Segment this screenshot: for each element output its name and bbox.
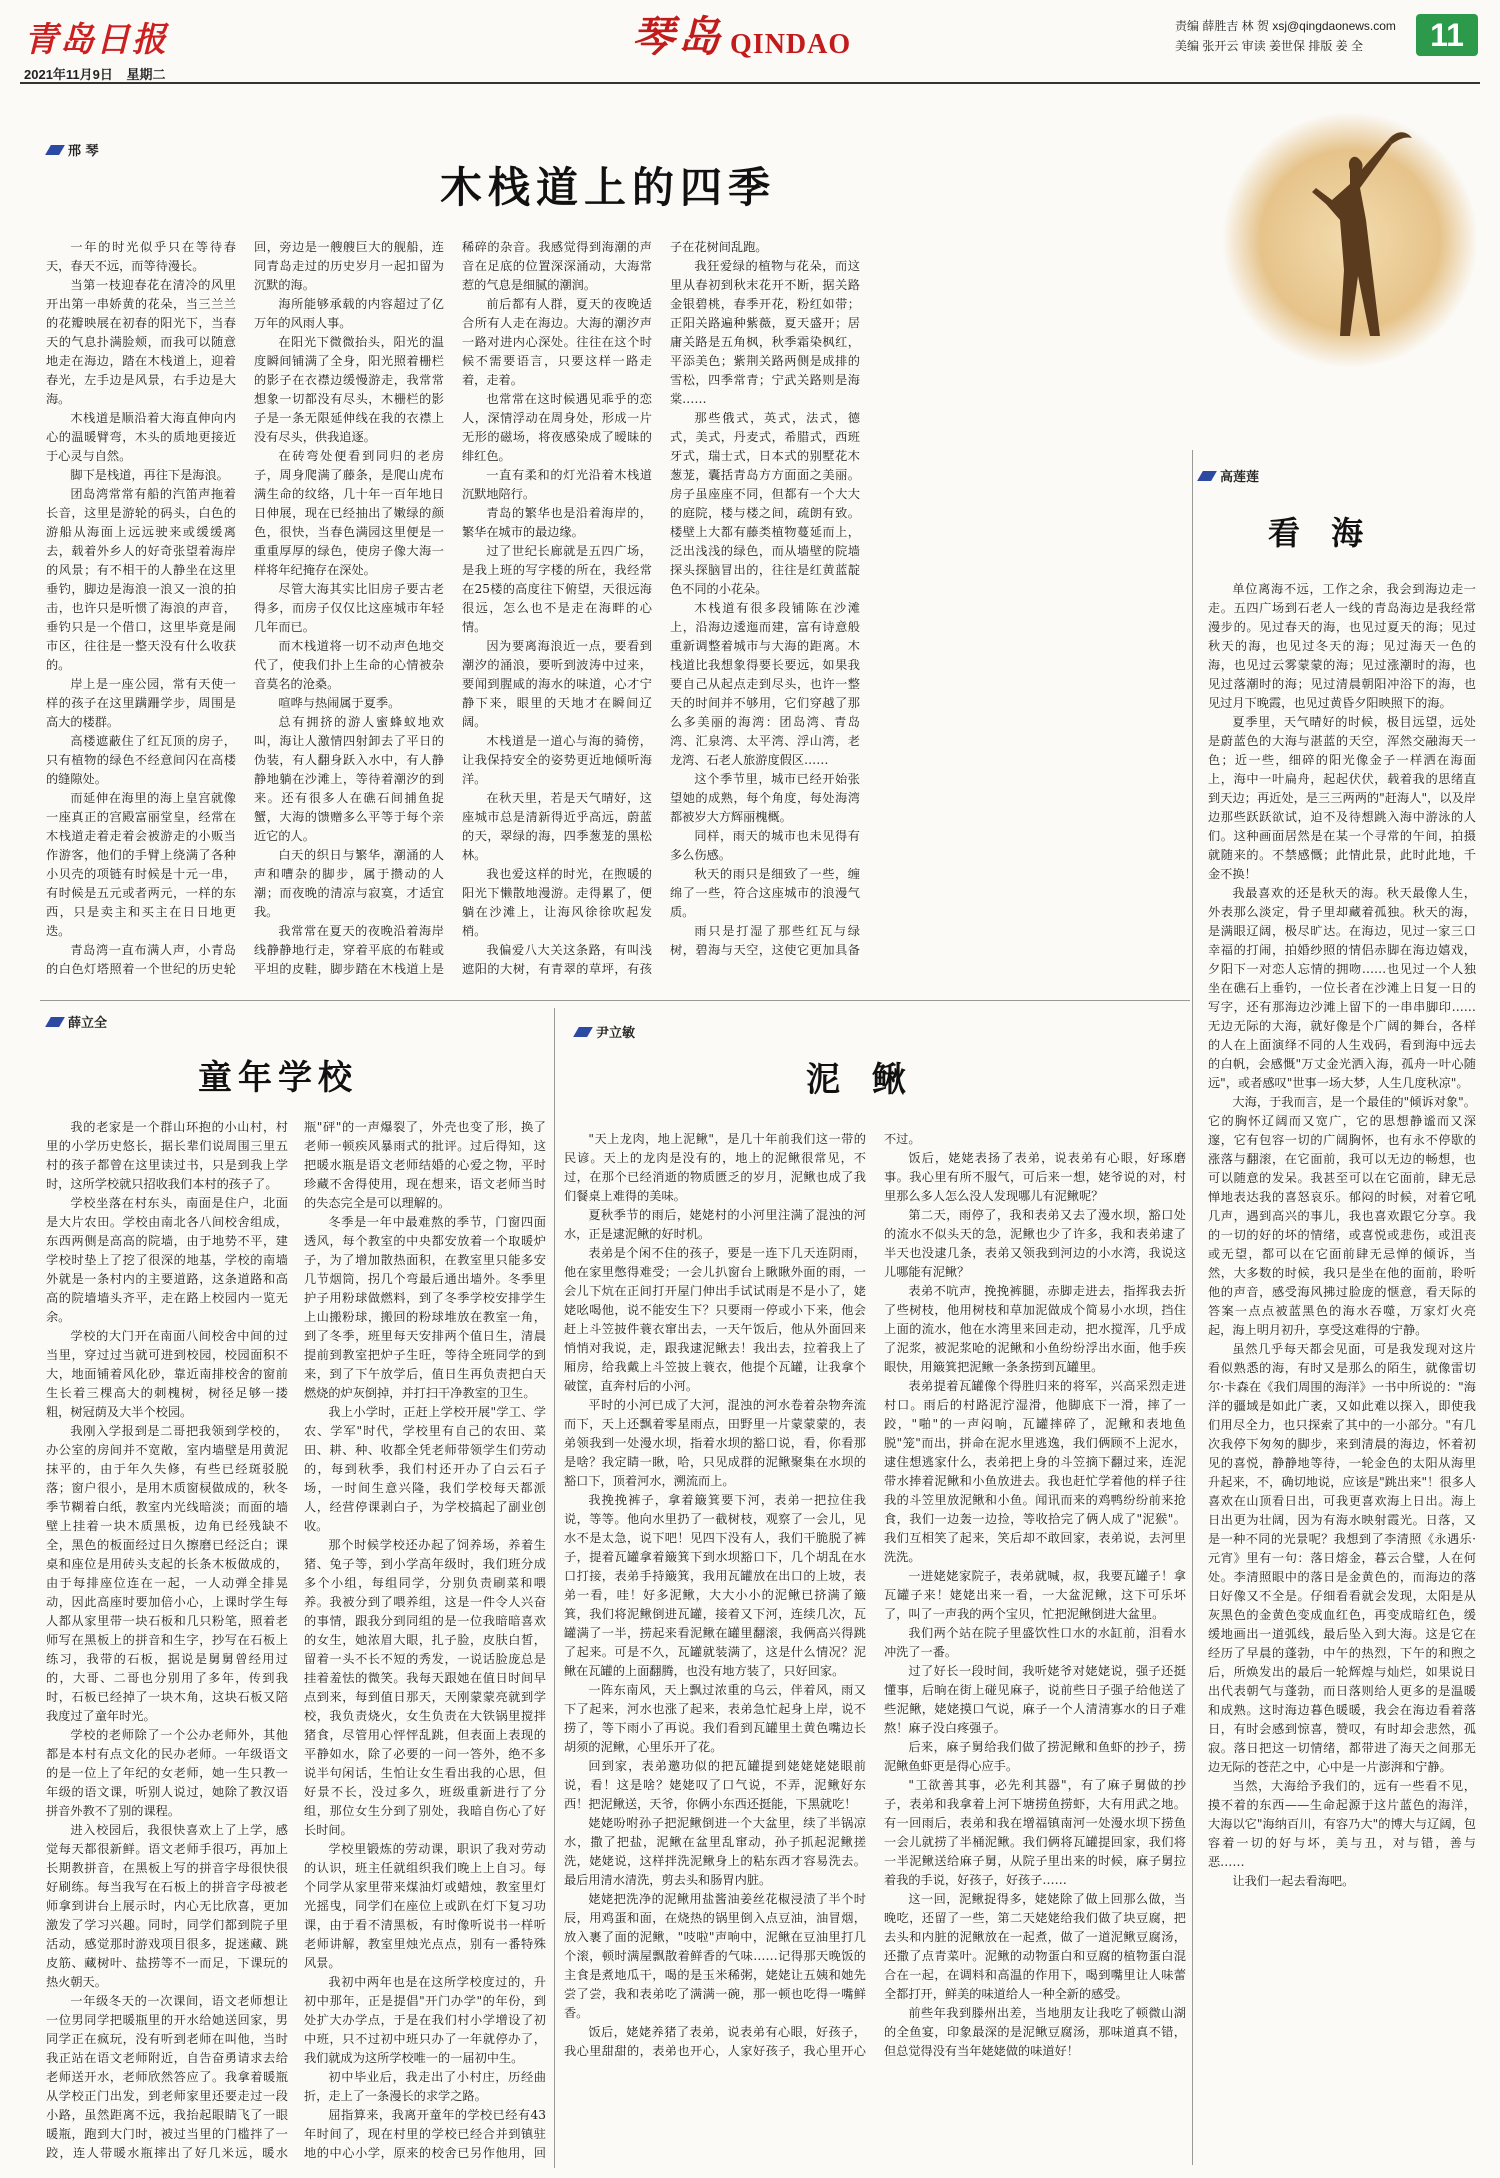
vertical-divider [1192, 450, 1193, 2165]
a3-paragraph: 平时的小河已成了大河，混浊的河水卷着杂物奔流而下，天上还飘着零星雨点，田野里一片蒙蒙蒙的，表弟领我到一处漫水坝，指着水坝的豁口说，看，你看那是啥？我定睛一瞅，哈，只见成群的泥鳅聚集在水坝的豁口下，顶着河水，溯流而上。 [564, 1398, 866, 1488]
a2-paragraph: 学校坐落在村东头，南面是住户，北面是大片农田。学校由南北各八间校舍组成，东西两侧是高高的院墙，由于地势不平，建学校时垫上了挖了很深的地基，学校的南墙外就是一条村内的主要道路，这条道路和高高的院墙墙头齐平，走在路上校园内一览无余。 [46, 1196, 288, 1324]
a2-paragraph: 我上小学时，正赶上学校开展"学工、学农、学军"时代，学校里有自己的农田、菜田、耕、种、收都全凭老师带领学生们劳动的，每到秋季，我们村还开办了白云石子场，一时间生意兴隆，我们学校每天都派人，经营停课剥白子，为学校搞起了副业创收。 [304, 1405, 546, 1533]
a1-paragraph: 木栈道有很多段铺陈在沙滩上，沿海边逶迤而建，富有诗意般重新调整着城市与大海的距离。木栈道比我想象得要长要远，如果我要自己从起点走到尽头，也许一整天的时间并不够用，它们穿越了那么多美丽的海湾：团岛湾、青岛湾、汇泉湾、太平湾、浮山湾，老龙湾、石老人旅游度假区…… [670, 601, 860, 767]
page-number-badge [1416, 14, 1478, 56]
a3-paragraph: 我挽挽裤子，拿着簸箕要下河，表弟一把拉住我说，等等。他向水里扔了一截树枝，观察了一会儿，见水不是太急，说下吧！见四下没有人，我们干脆脱了裤子，提着瓦罐拿着簸箕下到水坝豁口下，几个胡乱在水口打接，表弟手持簸箕，我用瓦罐放在出口的上坡，表弟一看，哇！好多泥鳅，大大小小的泥鳅已挤满了簸箕，我们将泥鳅倒进瓦罐，接着又下河，连续几次，瓦罐满了一半，捞起来看泥鳅在罐里翻滚，我俩高兴得跳了起来。可是不久，瓦罐就装满了，这是什么情况？泥鳅在瓦罐的上面翻腾，也没有地方装了，只好回家。 [564, 1493, 866, 1678]
a3-paragraph: 一阵东南风，天上飘过浓重的乌云，伴着风，雨又下了起来，河水也涨了起来，表弟急忙起身上岸，说不捞了，等下雨小了再说。我们看到瓦罐里土黄色嘴边长胡须的泥鳅，心里乐开了花。 [564, 1683, 866, 1754]
a1-paragraph: 同样，雨天的城市也未见得有多么伤感。 [670, 829, 860, 862]
a1-paragraph: 高楼遮蔽住了红瓦顶的房子，只有植物的绿色不经意间闪在高楼的缝隙处。 [46, 734, 236, 786]
issue-weekday: 星期二 [126, 67, 166, 82]
article-4-author: 高莲莲 [1220, 470, 1260, 485]
a1-paragraph: 总有拥挤的游人蜜蜂蚁地欢叫，海让人激情四射卸去了平日的伪装，有人翻身跃入水中，有人静静地躺在沙滩上，等待着潮汐的到来。还有很多人在礁石间捕鱼捉蟹，大海的馈赠多么平等于每个亲近它的人。 [254, 715, 444, 843]
a2-paragraph: 屈指算来，我离开童年的学校已经有43年时间了，现在村里的学校已经合并到镇驻地的中心小学，原来的校舍已另作他用，回 [304, 2108, 546, 2160]
a1-paragraph: 过了世纪长廊就是五四广场，是我上班的写字楼的所在，我经常在25楼的高度往下俯望，天很远海很远，怎么也不是走在海畔的心情。 [462, 544, 652, 634]
a1-paragraph: 在砖弯处便看到同归的老房子，周身爬满了藤条，是爬山虎布满生命的纹络，几十年一百年地日日伸展，现在已经抽出了嫩绿的颜色，很快，当春色满园这里便是一重重厚厚的绿色，使房子像大海一样将年纪掩存在深处。 [254, 449, 444, 577]
a2-paragraph: 我的老家是一个群山环抱的小山村，村里的小学历史悠长，据长辈们说周围三里五村的孩子都曾在这里读过书，只是到我上学时，这所学校就只招收我们本村的孩子了。 [46, 1120, 288, 1191]
a1-paragraph: 尽管大海其实比旧房子要古老得多，而房子仅仅比这座城市年轻几年而已。 [254, 582, 444, 634]
article-illustration [1200, 100, 1480, 380]
section-logo [632, 10, 851, 64]
article-4-title: 看 海 [1268, 514, 1374, 552]
page-number: 11 [1430, 16, 1464, 53]
article-1-body [46, 238, 860, 988]
a1-paragraph: 脚下是栈道，再往下是海浪。 [70, 468, 229, 482]
a4-paragraph: 让我们一起去看海吧。 [1232, 1874, 1355, 1888]
a3-paragraph: "工欲善其事，必先利其器"，有了麻子舅做的抄子，表弟和我拿着上河下塘捞鱼捞虾，大有用武之地。有一回雨后，表弟和我在增福镇南河一处漫水坝下捞鱼一会儿就捞了半桶泥鳅。我们俩将瓦罐提回家，我们将一半泥鳅送给麻子舅，从院子里出来的时候，麻子舅拉着我的手说，好孩子，好孩子…… [884, 1778, 1186, 1887]
a3-paragraph: 饭后，姥姥养猪了表弟，说表弟有心眼，好孩子，我心里甜甜的，表弟也开心，人家好孩子，我心里开心不过。 [564, 1132, 921, 2058]
article-2-body [46, 1118, 546, 2163]
a4-paragraph: 我最喜欢的还是秋天的海。秋天最像人生，外表那么淡定，骨子里却藏着孤独。秋天的海，是满眼辽阔，极尽旷达。在海边，见过一家三口幸福的打闹，拍婚纱照的情侣赤脚在海边嬉戏，夕阳下一对恋人忘情的拥吻……也见过一个人独坐在礁石上垂钓，一位长者在沙滩上日复一日的写字，还有那海边沙滩上留下的一串串脚印……无边无际的大海，就好像是个广阔的舞台，各样的人在上面演绎不同的人生戏码，看到海中远去的白帆，会感慨"万丈金光洒入海，孤舟一叶心随远"，或者感叹"世事一场大梦，人生几度秋凉"。 [1208, 886, 1476, 1090]
a2-paragraph: 那个时候学校还办起了饲养场，养着生猪、兔子等，到小学高年级时，我们班分成多个小组，每组同学，分别负责刷菜和喂养。我被分到了喂养组，这是一件令人兴奋的事情，跟我分到同组的是一位我暗暗喜欢的女生，她浓眉大眼，扎子脸，皮肤白皙，留着一头不长不短的秀发，一说话脸庞总是挂着羞怯的微笑。我每天跟她在值日时间早点到来，每到值日那天，天刚蒙蒙亮就到学校，我负责烧火，女生负责在大铁锅里搅拌猪食，尽管用心怦怦乱跳，但表面上表现的平静如水，除了必要的一问一答外，绝不多说半句闲话，生怕让女生看出我的心思，但好景不长，没过多久，班级重新进行了分组，那位女生分到了别处，我暗自伤心了好长时间。 [304, 1538, 546, 1837]
a3-paragraph: 我们两个站在院子里盛饮性口水的水缸前，泪看水冲洗了一番。 [884, 1626, 1186, 1659]
a3-paragraph: 表弟是个闲不住的孩子，要是一连下几天连阴雨，他在家里憋得难受；一会儿扒窗台上瞅瞅外面的雨，一会儿下炕在正间打开屋门伸出手试试雨是不是小了，姥姥吆喝他，说不能安生下？只要雨一停或小下来，他会赶上斗笠披件蓑衣窜出去，一天午饭后，他从外面回来悄悄对我说，走，跟我逮泥鳅去！我出去，拉着我上了厢房，给我戴上斗笠披上蓑衣，他提个瓦罐，让我拿个破筐，直奔村后的小河。 [564, 1246, 866, 1393]
a3-paragraph: 一进姥姥家院子，表弟就喊，叔，我要瓦罐子！拿瓦罐子来！姥姥出来一看，一大盆泥鳅，这下可乐坏了，叫了一声我的两个宝贝，忙把泥鳅倒进大盆里。 [884, 1569, 1186, 1621]
article-3-body [564, 1130, 1186, 2163]
a4-paragraph: 夏季里，天气晴好的时候，极目远望，远处是蔚蓝色的大海与湛蓝的天空，浑然交融海天一色；近一些，细碎的阳光像金子一样洒在海面上，海中一叶扁舟，起起伏伏，载着我的思绪直到天边；再近处，是三三两两的"赶海人"，以及岸边那些跃跃欲试，迫不及待想跳入海中游泳的人们。这种画面居然是在某一个寻常的午间，拍摄就随来的。不禁感慨；此情此景，此时此地，千金不换！ [1208, 715, 1476, 881]
a2-paragraph: 初中毕业后，我走出了小村庄，历经曲折，走上了一条漫长的求学之路。 [304, 2070, 546, 2103]
a1-paragraph: 我常常在夏天的夜晚沿着海岸线静静地行走，穿着平底的布鞋或平坦的皮鞋，脚步踏在木栈道上是稀碎的杂音。我感觉得到海潮的声音在足底的位置深深涌动，大海常惹的气息是细腻的潮润。 [254, 240, 652, 976]
a1-paragraph: 而延伸在海里的海上皇宫就像一座真正的宫殿富丽堂皇，经常在木栈道走着走着会被游走的小贩当作游客，他们的手臂上绕满了各种小贝壳的项链有时候是十元一串，有时候是五元或者两元，一样的东西，只是卖主和买主在日日地更迭。 [46, 791, 236, 938]
a3-paragraph: 姥姥把洗净的泥鳅用盐酱油姜丝花椒浸渍了半个时辰，用鸡蛋和面，在烧热的锅里倒入点豆油，油冒烟，放入裹了面的泥鳅，"吱啦"声响中，泥鳅在豆油里打几个滚，顿时满屋飘散着鲜香的气味……记得那天晚饭的主食是煮地瓜干，喝的是玉米稀粥，姥姥让五姨和她先尝了尝，我和表弟吃了满满一碗，那一顿也吃得一嘴鲜香。 [564, 1892, 866, 2020]
a3-paragraph: "天上龙肉，地上泥鳅"，是几十年前我们这一带的民谚。天上的龙肉是没有的，地上的泥鳅很常见，不过，在那个已经消逝的物质匮乏的岁月，泥鳅也成了我们餐桌上难得的美味。 [564, 1132, 866, 1203]
article-2-author: 薛立全 [68, 1016, 108, 1031]
a4-paragraph: 虽然几乎每天都会见面，可是我发现对这片看似熟悉的海，有时又是那么的陌生，就像雷切尔·卡森在《我们周围的海洋》一书中所说的："海洋的疆域是如此广袤，又如此难以探入，即使我们用尽全力，也只探索了其中的一小部分。"有几次我停下匆匆的脚步，来到清晨的海边，怀着初见的喜悦，静静地等待，一轮金色的太阳从海里升起来，不，确切地说，应该是"跳出来"！很多人喜欢在山顶看日出，可我更喜欢海上日出。海上日出更为壮阔，因为有海水映射霞光。日落，又是一种不同的光景呢？我想到了李清照《永遇乐·元宵》里有一句：落日熔金，暮云合璧，人在何处。李清照眼中的落日是金黄色的，而海边的落日好像又不全是。仔细看看就会发现，太阳是从灰黑色的金黄色变成血红色，再变成暗红色，缓缓地画出一道弧线，最后坠入到大海。这是它在经历了早晨的蓬勃，中午的热烈，下午的和煦之后，所焕发出的最后一轮辉煌与灿烂，如果说日出代表朝气与蓬勃，而日落则给人更多的是温暖和成熟。这时海边暮色暖暖，我会在海边看着落日，有时会感到惊喜，赞叹，有时却会悲然，孤寂。落日把这一切情绪，都带进了海天之间那无边无际的苍茫之中，心中是一片澎湃和宁静。 [1208, 1342, 1476, 1774]
byline-marker-icon [45, 1017, 65, 1027]
a1-paragraph: 我偏爱八大关这条路，有叫浅遮阳的大树，有青翠的草坪，有孩子在花树间乱跑。 [462, 240, 768, 976]
article-1-byline [48, 140, 99, 159]
byline-marker-icon [573, 1027, 593, 1037]
a3-paragraph: 姥姥吩咐孙子把泥鳅倒进一个大盆里，续了半锅凉水，撒了把盐，泥鳅在盆里乱窜动，孙子抓起泥鳅搓洗，姥姥说，这样拌洗泥鳅身上的粘东西才容易洗去。最后用清水清洗，剪去头和肠胃内脏。 [564, 1816, 866, 1887]
article-4-byline [1200, 466, 1259, 485]
a1-paragraph: 喧哗与热闹属于夏季。 [278, 696, 401, 710]
vertical-divider [554, 1008, 555, 2168]
article-3-title: 泥 鳅 [806, 1060, 916, 1100]
a3-paragraph: 回到家，表弟邀功似的把瓦罐提到姥姥姥姥眼前说，看！这是啥？姥姥叹了口气说，不弄，泥鳅好东西！把泥鳅送，天爷，你俩小东西还挺能，下黑就吃！ [564, 1759, 866, 1811]
a2-paragraph: 学校的老师除了一个公办老师外，其他都是本村有点文化的民办老师。一年级语文的是一位上了年纪的女老师，她一生只教一年级的语文课，听别人说过，她除了教汉语拼音外教不了别的课程。 [46, 1728, 288, 1818]
masthead-rule [20, 82, 1480, 84]
a2-paragraph: 我初中两年也是在这所学校度过的，升初中那年，正是提倡"开门办学"的年份，到处扩大办学点，于是在我们村小学增设了初中班，只不过初中班只办了一年就停办了，我们就成为这所学校唯一的一届初中生。 [304, 1975, 546, 2065]
a3-paragraph: 过了好长一段时间，我听姥爷对姥姥说，强子还挺懂事，后晌在街上碰见麻子，说前些日子强子给他送了些泥鳅，姥姥摸口气说，麻子一个人清清寡水的日子难熬！麻子没白疼强子。 [884, 1664, 1186, 1735]
a3-paragraph: 这一回，泥鳅捉得多，姥姥除了做上回那么做，当晚吃，还留了一些，第二天姥姥给我们做了块豆腐，把去头和内脏的泥鳅放在一起煮，做了一道泥鳅豆腐汤，还撒了点青菜叶。泥鳅的动物蛋白和豆腐的植物蛋白混合在一起，在调料和高温的作用下，喝到嘴里让人味蕾全都打开，鲜美的味道给人一种全新的感受。 [884, 1892, 1186, 2001]
byline-marker-icon [45, 145, 65, 155]
a2-paragraph: 学校里锻炼的劳动课，职识了我对劳动的认识，班主任就组织我们晚上上自习。每个同学从家里带来煤油灯或蜡烛，教室里灯光摇曳，同学们在座位上或趴在灯下复习功课，由于看不清黑板，有时像听说书一样听老师讲解，教室里烛光点点，别有一番特殊风景。 [304, 1842, 546, 1970]
article-2-title: 童年学校 [198, 1058, 358, 1098]
a1-paragraph: 前后都有人群，夏天的夜晚适合所有人走在海边。大海的潮汐声一路对进内心深处。往往在这个时候不需要语言，只要这样一路走着，走着。 [462, 297, 652, 387]
byline-marker-icon [1197, 471, 1217, 481]
article-4-body [1208, 580, 1476, 2158]
a1-paragraph: 这个季节里，城市已经开始张望她的成熟，每个角度，每处海湾都被岁大方辉丽槐概。 [670, 772, 860, 824]
a1-paragraph: 因为要离海浪近一点，要看到潮汐的涌浪，要听到波涛中过来，要闻到腥咸的海水的味道，心才宁静下来，眼里的天地才在瞬间辽阔。 [462, 639, 652, 729]
a2-paragraph: 学校的大门开在南面八间校舍中间的过当里，穿过过当就可进到校园，校园面积不大，地面铺着风化砂，靠近南排校舍的窗前生长着三棵高大的刺槐树，树径足够一搂粗，树冠荫及大半个校园。 [46, 1329, 288, 1419]
article-3-byline [576, 1022, 635, 1041]
section-logo-en: QINDAO [730, 29, 852, 60]
masthead [0, 0, 1500, 80]
a3-paragraph: 夏秋季节的雨后，姥姥村的小河里注满了混浊的河水，正是逮泥鳅的好时机。 [564, 1208, 866, 1241]
a1-paragraph: 团岛湾常常有船的汽笛声拖着长音，这里是游轮的码头，白色的游船从海面上远远驶来或缓缓离去，载着外乡人的好奇张望着海岸的风景；有不相干的人静坐在这里垂钓，脚边是海浪一浪又一浪的拍击，也许只是听惯了海浪的声音，垂钓只是一个借口，这里毕竟是闹市区，往往是一整天没有什么收获的。 [46, 487, 236, 672]
issue-date: 2021年11月9日 [24, 67, 113, 82]
a1-paragraph: 青岛的繁华也是沿着海岸的，繁华在城市的最边缘。 [462, 506, 652, 539]
article-2-byline [48, 1012, 107, 1031]
a2-paragraph: 一年级冬天的一次课间，语文老师想让一位男同学把暖瓶里的开水给她送回家，男同学正在疯玩，没有听到老师在叫他，当时我正站在语文老师附近，自告奋勇请求去给老师送开水，老师欣然答应了。我拿着暖瓶从学校正门出发，到老师家里还要走过一段小路，虽然距离不远，我抬起眼睛飞了一眼暖瓶，跑到大门时，被过当里的门槛拌了一跤，连人带暖水瓶摔出了好几米远，暖水瓶"砰"的一声爆裂了，外壳也变了形，换了老师一顿疾风暴雨式的批评。过后得知，这把暖水瓶是语文老师结婚的心爱之物，平时珍藏不舍得使用，现在想来，语文老师当时的失态完全是可以理解的。 [46, 1120, 546, 2160]
a1-paragraph: 我狂爱绿的植物与花朵，而这里从春初到秋末花开不断，据关路金银碧桃，春季开花，粉红如带；正阳关路遍种紫薇，夏天盛开；居庸关路是五角枫，秋季霜染枫红，平添美色；紫荆关路两侧是成排的雪松，四季常青；宁武关路则是海棠…… [670, 259, 860, 406]
a1-paragraph: 也常常在这时候遇见乖乎的恋人，深情浮动在周身处，形成一片无形的磁场，将夜感染成了暧昧的绯红色。 [462, 392, 652, 463]
silhouette-figure-illustration [1200, 100, 1480, 380]
a2-paragraph: 进入校园后，我很快喜欢上了上学，感觉每天都很新鲜。语文老师手很巧，再加上长期教拼音，在黑板上写的拼音字母很快很好刷练。每当我写在石板上的拼音字母被老师拿到讲台上展示时，内心无比欣喜，更加激发了学习兴趣。同时，同学们都到院子里活动，感觉那时游戏项目很多，捉迷藏、跳皮筋、藏树叶、盐捞等不一而足，下课玩的热火朝天。 [46, 1823, 288, 1989]
a1-paragraph: 在秋天里，若是天气晴好，这座城市总是清新得近乎高远，蔚蓝的天，翠绿的海，四季葱茏的黑松林。 [462, 791, 652, 862]
a1-paragraph: 一直有柔和的灯光沿着木栈道沉默地陪行。 [462, 468, 652, 501]
a1-paragraph: 当第一枝迎春花在清冷的风里开出第一串娇黄的花朵，当三兰兰的花瓣映展在初春的阳光下，当春天的气息扑满脸颊，而我可以随意地走在海边，踏在木栈道上，迎着春光，左手边是风景，右手边是大海。 [46, 278, 236, 406]
a1-paragraph: 木栈道是顺沿着大海直伸向内心的温暖臂弯，木头的质地更接近于心灵与自然。 [46, 411, 236, 463]
a3-paragraph: 后来，麻子舅给我们做了捞泥鳅和鱼虾的抄子，捞泥鳅鱼虾更是得心应手。 [884, 1740, 1186, 1773]
a1-paragraph: 木栈道是一道心与海的骑傍，让我保持安全的姿势更近地倾听海洋。 [462, 734, 652, 786]
article-1-author: 邢 琴 [68, 144, 99, 159]
paper-logo [24, 16, 168, 60]
a1-paragraph: 而木栈道将一切不动声色地交代了，使我们扑上生命的心情被杂音莫名的沧桑。 [254, 639, 444, 691]
paper-logo-text: 青岛日报 [24, 19, 168, 60]
a1-paragraph: 在阳光下微微抬头，阳光的温度瞬间铺满了全身，阳光照着栅栏的影子在衣襟边缓慢游走，我常常想象一切都没有尽头，木栅栏的影子是一条无限延伸线在我的衣襟上没有尽头，供我追逐。 [254, 335, 444, 444]
article-1-title: 木栈道上的四季 [440, 163, 777, 212]
a1-paragraph: 雨只是打湿了那些红瓦与绿树，碧海与天空，这使它更加具备 [670, 924, 860, 957]
a1-paragraph: 秋天的雨只是细致了一些，缠绵了一些，符合这座城市的浪漫气质。 [670, 867, 860, 919]
design-line: 美编 张开云 审读 姜世保 排版 姜 全 [1175, 39, 1364, 53]
a3-paragraph: 第二天，雨停了，我和表弟又去了漫水坝，豁口处的流水不似头天的急，泥鳅也少了许多，我和表弟逮了半天也没逮几条，表弟又领我到河边的小水湾，我说这儿哪能有泥鳅？ [884, 1208, 1186, 1279]
a1-paragraph: 青岛湾一直布满人声，小青岛的白色灯塔照着一个世纪的历史轮回，旁边是一艘艘巨大的舰船，连同青岛走过的历史岁月一起扣留为沉默的海。 [46, 240, 444, 976]
a3-paragraph: 表弟不吭声，挽挽裤腿，赤脚走进去，指挥我去折了些树枝，他用树枝和草加泥做成个简易小水坝，挡住上面的流水，他在水湾里来回走动，把水搅浑，几乎成了泥浆，被泥浆呛的泥鳅和小鱼纷纷浮出水面，他手疾眼快，用簸箕把泥鳅一条条捞到瓦罐里。 [884, 1284, 1186, 1374]
a1-paragraph: 那些俄式，英式，法式，德式，美式，丹麦式，希腊式，西班牙式，瑞士式，日本式的别墅花木葱茏，囊括青岛方方面面之美丽。房子虽座座不同，但都有一个大大的庭院，楼与楼之间，疏朗有致。楼壁上大都有藤类植物蔓延而上，泛出浅浅的绿色，而从墙壁的院墙探头探脑冒出的，往往是红黄蓝靛色不同的小花朵。 [670, 411, 860, 596]
section-logo-cn: 琴岛 [632, 12, 725, 61]
a3-paragraph: 表弟提着瓦罐像个得胜归来的将军，兴高采烈走进村口。雨后的村路泥泞湿滑，他脚底下一滑，摔了一跤，"啪"的一声闷响，瓦罐摔碎了，泥鳅和表地鱼脱"笼"而出，拼命在泥水里逃逸，我们俩顾不上泥水，逮住想逃家什么，表弟把上身的斗笠摘下翻过来，连泥带水捧着泥鳅和小鱼放进去。我也赶忙学着他的样子往我的斗笠里放泥鳅和小鱼。闻讯而来的鸡鸭纷纷前来抢食，我们一边轰一边捡，等收拾完了俩人成了"泥猴"。我们互相笑了起来，笑后却不敢回家，表弟说，去河里洗洗。 [884, 1379, 1186, 1564]
a1-paragraph: 岸上是一座公园，常有天使一样的孩子在这里蹒跚学步，周围是高大的楼群。 [46, 677, 236, 729]
a4-paragraph: 当然，大海给予我们的，远有一些看不见，摸不着的东西——生命起源于这片蓝色的海洋，大海以它"海纳百川，有容乃大"的博大与辽阔，包容着一切的好与坏，美与丑，对与错，善与恶…… [1208, 1779, 1476, 1869]
editor-line: 责编 薛胜吉 林 贺 xsj@qingdaonews.com [1175, 19, 1396, 33]
a1-paragraph: 白天的织日与繁华，潮涌的人声和嘈杂的脚步，属于攒动的人潮；而夜晚的清凉与寂寞，才适宜我。 [254, 848, 444, 919]
a1-paragraph: 我也爱这样的时光，在煦暖的阳光下懒散地漫游。走得累了，便躺在沙滩上，让海风徐徐吹起发梢。 [462, 867, 652, 938]
date-bar [24, 64, 166, 83]
a1-paragraph: 一年的时光似乎只在等待春天，春天不远，而等待漫长。 [46, 240, 236, 273]
a1-paragraph: 海所能够承载的内容超过了亿万年的风雨人事。 [254, 297, 444, 330]
horizontal-divider [40, 1000, 1190, 1001]
a4-paragraph: 单位离海不远，工作之余，我会到海边走一走。五四广场到石老人一线的青岛海边是我经常漫步的。见过春天的海，也见过夏天的海；见过秋天的海，也见过冬天的海；见过海天一色的海，也见过云雾蒙蒙的海；见过涨潮时的海，也见过落潮时的海；见过清晨朝阳冲浴下的海，也见过月下晚霞，也见过黄昏夕阳映照下的海。 [1208, 582, 1476, 710]
a3-paragraph: 饭后，姥姥表扬了表弟，说表弟有心眼，好琢磨事。我心里有所不服气，可后来一想，姥爷说的对，村里那么多人怎么没人发现哪儿有泥鳅呢？ [884, 1151, 1186, 1203]
a2-paragraph: 冬季是一年中最难熬的季节，门窗四面透风，每个教室的中央都安放着一个取暖炉子，为了增加散热面积，在教室里只能多安几节烟筒，拐几个弯最后通出墙外。冬季里护子用粉球做燃料，到了冬季学校安排学生上山搬粉球，搬回的粉球堆放在教室一角，到了冬季，班里每天安排两个值日生，清晨提前到教室把炉子生旺，等待全班同学的到来，到了下午放学后，值日生再负责把白天燃烧的炉灰倒掉，并打扫干净教室的卫生。 [304, 1215, 546, 1400]
a3-paragraph: 前些年我到滕州出差，当地朋友让我吃了顿微山湖的全鱼宴，印象最深的是泥鳅豆腐汤，那味道真不错，但总觉得没有当年姥姥做的味道好！ [884, 2006, 1186, 2058]
a4-paragraph: 大海，于我而言，是一个最佳的"倾诉对象"。它的胸怀辽阔而又宽广，它的思想静谧而又深邃，它有包容一切的广阔胸怀，也有永不停歇的涨落与翻滚，在它面前，我可以无边的畅想，也可以随意的发呆。我甚至可以在它面前，肆无忌惮地表达我的喜怒哀乐。郁闷的时候，对着它吼几声，遇到高兴的事儿，我也喜欢跟它分享。我的一切的好的坏的情绪，或喜悦或悲伤，或沮丧或无望，都可以在它面前肆无忌惮的倾诉，当然，大多数的时候，我只是坐在他的面前，聆听他的声音，感受海风拂过脸庞的惬意，看天际的答案一点点被蓝黑色的海水吞噬，万家灯火亮起，海上明月初升，享受这难得的宁静。 [1208, 1095, 1476, 1337]
a2-paragraph: 我刚入学报到是二哥把我领到学校的，办公室的房间并不宽敞，室内墙壁是用黄泥抹平的，由于年久失修，有些已经斑驳脱落；窗户很小，是用木质窗棂做成的，秋冬季节糊着白纸，教室内光线暗淡；而面的墙壁上挂着一块木质黑板，边角已经残缺不全，黑色的板面经过日久擦磨已经泛白；课桌和座位是用砖头支起的长条木板做成的，由于每排座位连在一起，一人动弹全排晃动，因此高座时要加倍小心，上课时学生每人都从家里带一块石板和几只粉笔，照着老师写在黑板上的拼音和生字，抄写在石板上练习，我带的石板，据说是舅舅曾经用过的，大哥、二哥也分别用了多年，传到我时，石板已经掉了一块木角，这块石板又陪我度过了童年时光。 [46, 1424, 288, 1723]
article-3-author: 尹立敏 [596, 1026, 636, 1041]
editor-credits [1175, 16, 1415, 56]
